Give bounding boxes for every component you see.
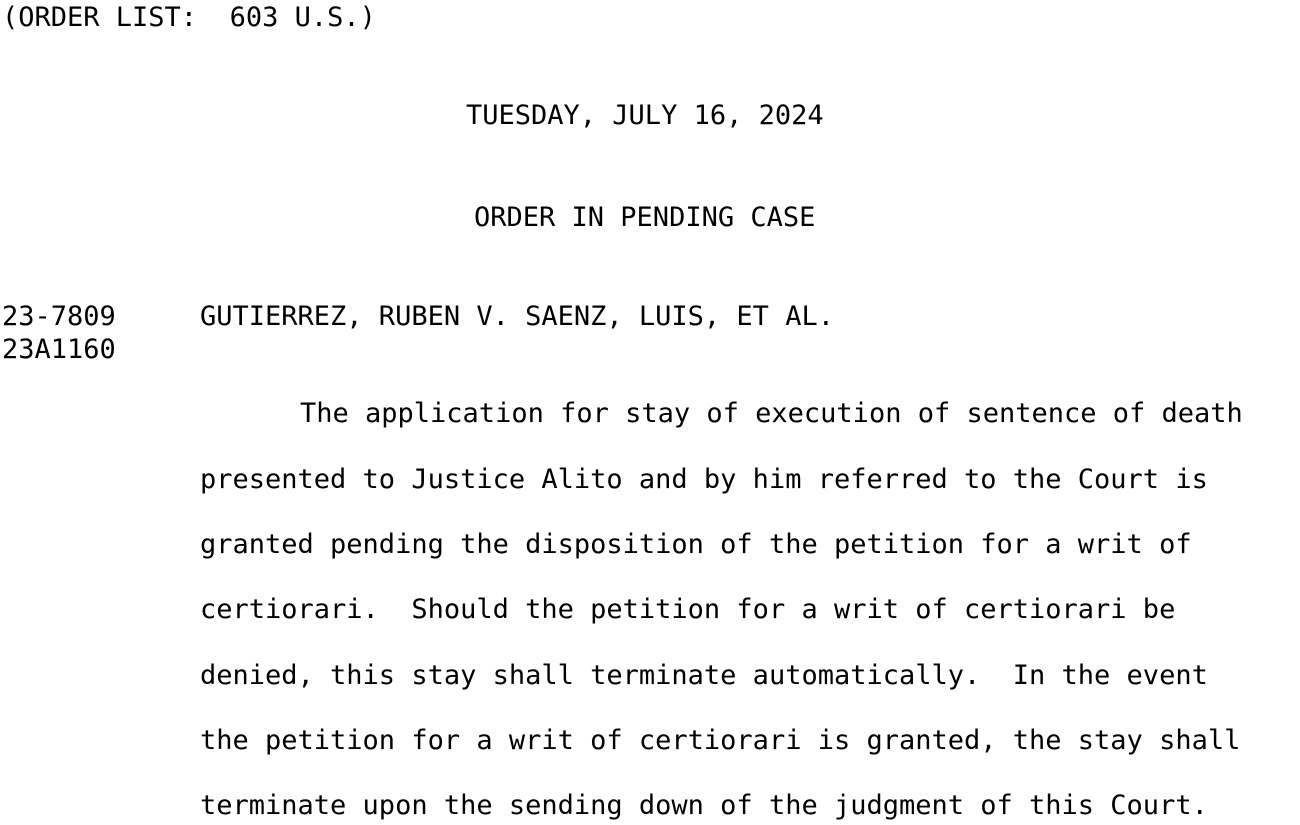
order-text-line: The application for stay of execution of sentence of death: [300, 398, 1243, 429]
docket-number: 23-7809: [2, 301, 116, 332]
order-text-line: denied, this stay shall terminate automatically. In the event: [200, 660, 1208, 691]
application-number: 23A1160: [2, 334, 116, 365]
order-text-line: the petition for a writ of certiorari is granted, the stay shall: [200, 725, 1241, 756]
order-text-line: granted pending the disposition of the petition for a writ of: [200, 529, 1192, 560]
order-text-line: terminate upon the sending down of the judgment of this Court.: [200, 790, 1208, 821]
order-date-heading: TUESDAY, JULY 16, 2024: [466, 100, 824, 131]
section-heading: ORDER IN PENDING CASE: [474, 202, 816, 233]
order-list-label: (ORDER LIST: 603 U.S.): [2, 2, 376, 33]
order-text-line: certiorari. Should the petition for a writ of certiorari be: [200, 594, 1176, 625]
order-text-line: presented to Justice Alito and by him referred to the Court is: [200, 464, 1208, 495]
case-title: GUTIERREZ, RUBEN V. SAENZ, LUIS, ET AL.: [200, 301, 834, 332]
